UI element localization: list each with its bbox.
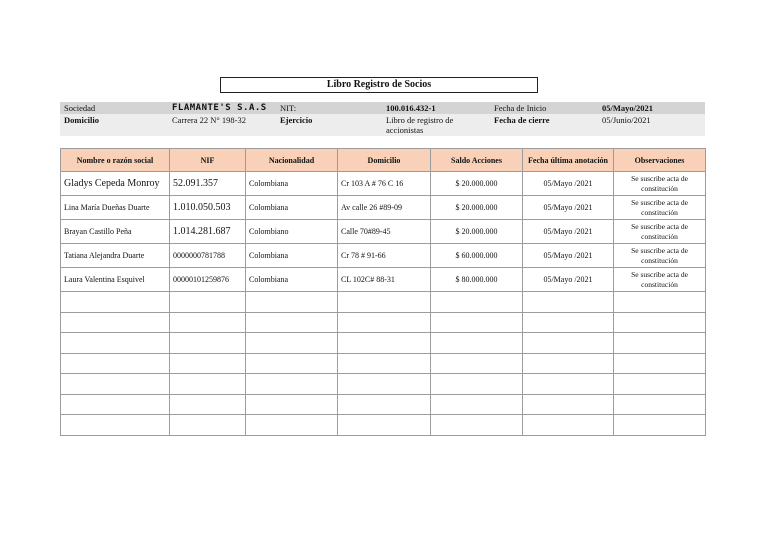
column-header: NIF bbox=[170, 149, 246, 172]
cell-date: 05/Mayo /2021 bbox=[523, 244, 614, 268]
company-info-table bbox=[60, 102, 705, 136]
cell-nif: 1.010.050.503 bbox=[170, 196, 246, 220]
cell-nif: 52.091.357 bbox=[170, 172, 246, 196]
sociedad-label: Sociedad bbox=[60, 102, 168, 114]
cell-observations: Se suscribe acta de constitución bbox=[614, 196, 706, 220]
nit-value: 100.016.432-1 bbox=[382, 102, 490, 114]
cell-date: 05/Mayo /2021 bbox=[523, 172, 614, 196]
socios-table bbox=[60, 148, 706, 436]
cell-nif: 00000101259876 bbox=[170, 268, 246, 292]
empty-row bbox=[61, 353, 706, 374]
column-header: Observaciones bbox=[614, 149, 706, 172]
nit-label: NIT: bbox=[276, 102, 382, 114]
table-row bbox=[61, 172, 706, 196]
cell-observations: Se suscribe acta de constitución bbox=[614, 172, 706, 196]
cell-observations: Se suscribe acta de constitución bbox=[614, 244, 706, 268]
cell-address: Cr 78 # 91-66 bbox=[338, 244, 431, 268]
table-row bbox=[61, 268, 706, 292]
column-header: Saldo Acciones bbox=[431, 149, 523, 172]
table-header-row bbox=[61, 149, 706, 172]
fecha-cierre-value: 05/Junio/2021 bbox=[598, 114, 705, 136]
cell-name: Brayan Castillo Peña bbox=[61, 220, 170, 244]
cell-observations: Se suscribe acta de constitución bbox=[614, 220, 706, 244]
cell-nationality: Colombiano bbox=[246, 220, 338, 244]
cell-balance: $ 60.000.000 bbox=[431, 244, 523, 268]
cell-address: Cr 103 A # 76 C 16 bbox=[338, 172, 431, 196]
fecha-inicio-value: 05/Mayo/2021 bbox=[598, 102, 705, 114]
domicilio-value: Carrera 22 N° 198-32 bbox=[168, 114, 276, 136]
empty-row bbox=[61, 374, 706, 395]
sociedad-value: FLAMANTE'S S.A.S bbox=[168, 102, 276, 114]
ejercicio-value: Libro de registro de accionistas bbox=[382, 114, 490, 136]
cell-balance: $ 20.000.000 bbox=[431, 196, 523, 220]
column-header: Nacionalidad bbox=[246, 149, 338, 172]
column-header: Nombre o razón social bbox=[61, 149, 170, 172]
cell-nationality: Colombiana bbox=[246, 244, 338, 268]
cell-name: Tatiana Alejandra Duarte bbox=[61, 244, 170, 268]
cell-name: Laura Valentina Esquivel bbox=[61, 268, 170, 292]
column-header: Fecha última anotación bbox=[523, 149, 614, 172]
cell-nif: 0000000781788 bbox=[170, 244, 246, 268]
cell-name: Gladys Cepeda Monroy bbox=[61, 172, 170, 196]
cell-observations: Se suscribe acta de constitución bbox=[614, 268, 706, 292]
empty-row bbox=[61, 292, 706, 313]
empty-row bbox=[61, 333, 706, 354]
cell-nationality: Colombiana bbox=[246, 268, 338, 292]
cell-address: Calle 70#89-45 bbox=[338, 220, 431, 244]
cell-date: 05/Mayo /2021 bbox=[523, 268, 614, 292]
empty-row bbox=[61, 415, 706, 436]
ejercicio-label: Ejercicio bbox=[276, 114, 382, 136]
cell-nif: 1.014.281.687 bbox=[170, 220, 246, 244]
fecha-inicio-label: Fecha de Inicio bbox=[490, 102, 598, 114]
document-title: Libro Registro de Socios bbox=[220, 77, 538, 93]
empty-row bbox=[61, 312, 706, 333]
cell-balance: $ 80.000.000 bbox=[431, 268, 523, 292]
table-row bbox=[61, 244, 706, 268]
cell-address: CL 102C# 88-31 bbox=[338, 268, 431, 292]
cell-address: Av calle 26 #89-09 bbox=[338, 196, 431, 220]
empty-row bbox=[61, 394, 706, 415]
cell-balance: $ 20.000.000 bbox=[431, 172, 523, 196]
column-header: Domicilio bbox=[338, 149, 431, 172]
cell-name: Lina María Dueñas Duarte bbox=[61, 196, 170, 220]
cell-date: 05/Mayo /2021 bbox=[523, 220, 614, 244]
domicilio-label: Domicilio bbox=[60, 114, 168, 136]
fecha-cierre-label: Fecha de cierre bbox=[490, 114, 598, 136]
table-row bbox=[61, 220, 706, 244]
cell-balance: $ 20.000.000 bbox=[431, 220, 523, 244]
table-row bbox=[61, 196, 706, 220]
cell-nationality: Colombiana bbox=[246, 196, 338, 220]
cell-date: 05/Mayo /2021 bbox=[523, 196, 614, 220]
cell-nationality: Colombiana bbox=[246, 172, 338, 196]
